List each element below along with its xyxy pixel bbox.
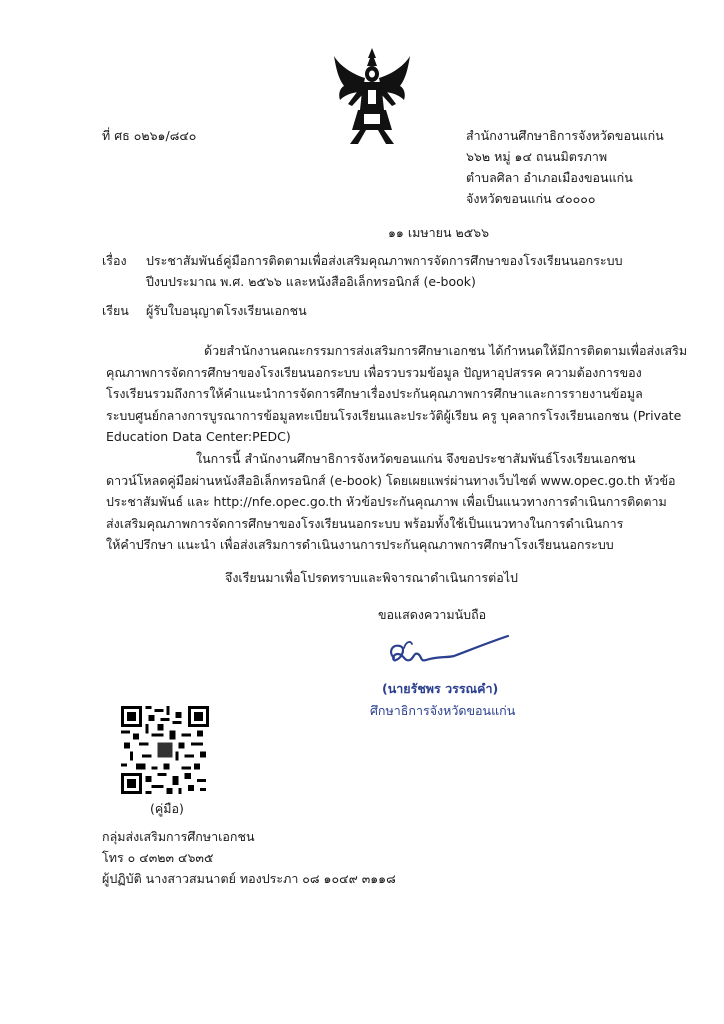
qr-caption: (คู่มือ)	[150, 801, 184, 816]
paragraph-line: ระบบศูนย์กลางการบูรณาการข้อมูลทะเบียนโรงเรียนและประวัติผู้เรียน ครู บุคลากรโรงเรียนเอกชน (Private	[106, 407, 682, 423]
closing-phrase: ขอแสดงความนับถือ	[378, 607, 487, 622]
office-address	[466, 125, 664, 209]
address-line: จังหวัดขอนแก่น ๔๐๐๐๐	[466, 191, 596, 206]
to-label: เรียน	[102, 303, 129, 318]
subject-label: เรื่อง	[102, 253, 127, 268]
paragraph-line: คุณภาพการจัดการศึกษาของโรงเรียนนอกระบบ เพื่อรวบรวมข้อมูล ปัญหาอุปสรรค ความต้องการของ	[106, 364, 642, 380]
address-line: ตำบลศิลา อำเภอเมืองขอนแก่น	[466, 170, 633, 185]
to-recipient: ผู้รับใบอนุญาตโรงเรียนเอกชน	[146, 303, 307, 318]
body-paragraph-1	[106, 340, 690, 448]
paragraph-line: ให้คำปรึกษา แนะนำ เพื่อส่งเสริมการดำเนินงานการประกันคุณภาพการศึกษาโรงเรียนนอกระบบ	[106, 537, 614, 552]
signer-title: ศึกษาธิการจังหวัดขอนแก่น	[370, 703, 516, 718]
paragraph-line: ด้วยสำนักงานคณะกรรมการส่งเสริมการศึกษาเอกชน ได้กำหนดให้มีการติดตามเพื่อส่งเสริม	[204, 343, 688, 358]
body-paragraph-2	[106, 448, 690, 556]
paragraph-line: ส่งเสริมคุณภาพการจัดการศึกษาของโรงเรียนนอกระบบ พร้อมทั้งใช้เป็นแนวทางในการดำเนินการ	[106, 515, 624, 531]
address-line: ๖๖๒ หมู่ ๑๔ ถนนมิตรภาพ	[466, 149, 608, 164]
subject-line: ปีงบประมาณ พ.ศ. ๒๕๖๖ และหนังสืออิเล็กทรอนิกส์ (e-book)	[146, 274, 476, 289]
letter-date: ๑๑ เมษายน ๒๕๖๖	[388, 225, 490, 240]
paragraph-line: ดาวน์โหลดคู่มือผ่านหนังสืออิเล็กทรอนิกส์ (e-book) โดยเผยแพร่ผ่านทางเว็บไซต์ www.opec.go.th หัวข้อ	[106, 472, 676, 488]
contact-officer: ผู้ปฏิบัติ นางสาวสมนาตย์ ทองประภา ๐๘ ๑๐๔๙ ๓๑๑๘	[102, 871, 396, 886]
garuda-emblem-icon	[330, 44, 414, 148]
subject-line: ประชาสัมพันธ์คู่มือการติดตามเพื่อส่งเสริมคุณภาพการจัดการศึกษาของโรงเรียนนอกระบบ	[146, 253, 623, 268]
signer-name: (นายรัชพร วรรณคำ)	[382, 681, 499, 696]
address-line: สำนักงานศึกษาธิการจังหวัดขอนแก่น	[466, 128, 664, 143]
contact-block	[102, 826, 396, 889]
contact-department: กลุ่มส่งเสริมการศึกษาเอกชน	[102, 829, 255, 844]
closing-request: จึงเรียนมาเพื่อโปรดทราบและพิจารณาดำเนินการต่อไป	[225, 570, 518, 585]
qr-code-icon[interactable]	[120, 706, 210, 794]
paragraph-line: Education Data Center:PEDC)	[106, 429, 291, 444]
reference-number: ที่ ศธ ๐๒๖๑/๘๔๐	[102, 128, 197, 143]
paragraph-line: โรงเรียนรวมถึงการให้คำแนะนำการจัดการศึกษาเรื่องประกันคุณภาพการศึกษาและการรายงานข้อมูล	[106, 386, 643, 401]
subject-text	[146, 250, 623, 292]
contact-phone: โทร ๐ ๔๓๒๓ ๔๖๓๕	[102, 850, 214, 865]
signature-image	[380, 628, 516, 672]
paragraph-line: ในการนี้ สำนักงานศึกษาธิการจังหวัดขอนแก่น จึงขอประชาสัมพันธ์โรงเรียนเอกชน	[196, 451, 636, 466]
paragraph-line: ประชาสัมพันธ์ และ http://nfe.opec.go.th หัวข้อประกันคุณภาพ เพื่อเป็นแนวทางการดำเนินการติดตาม	[106, 494, 667, 509]
